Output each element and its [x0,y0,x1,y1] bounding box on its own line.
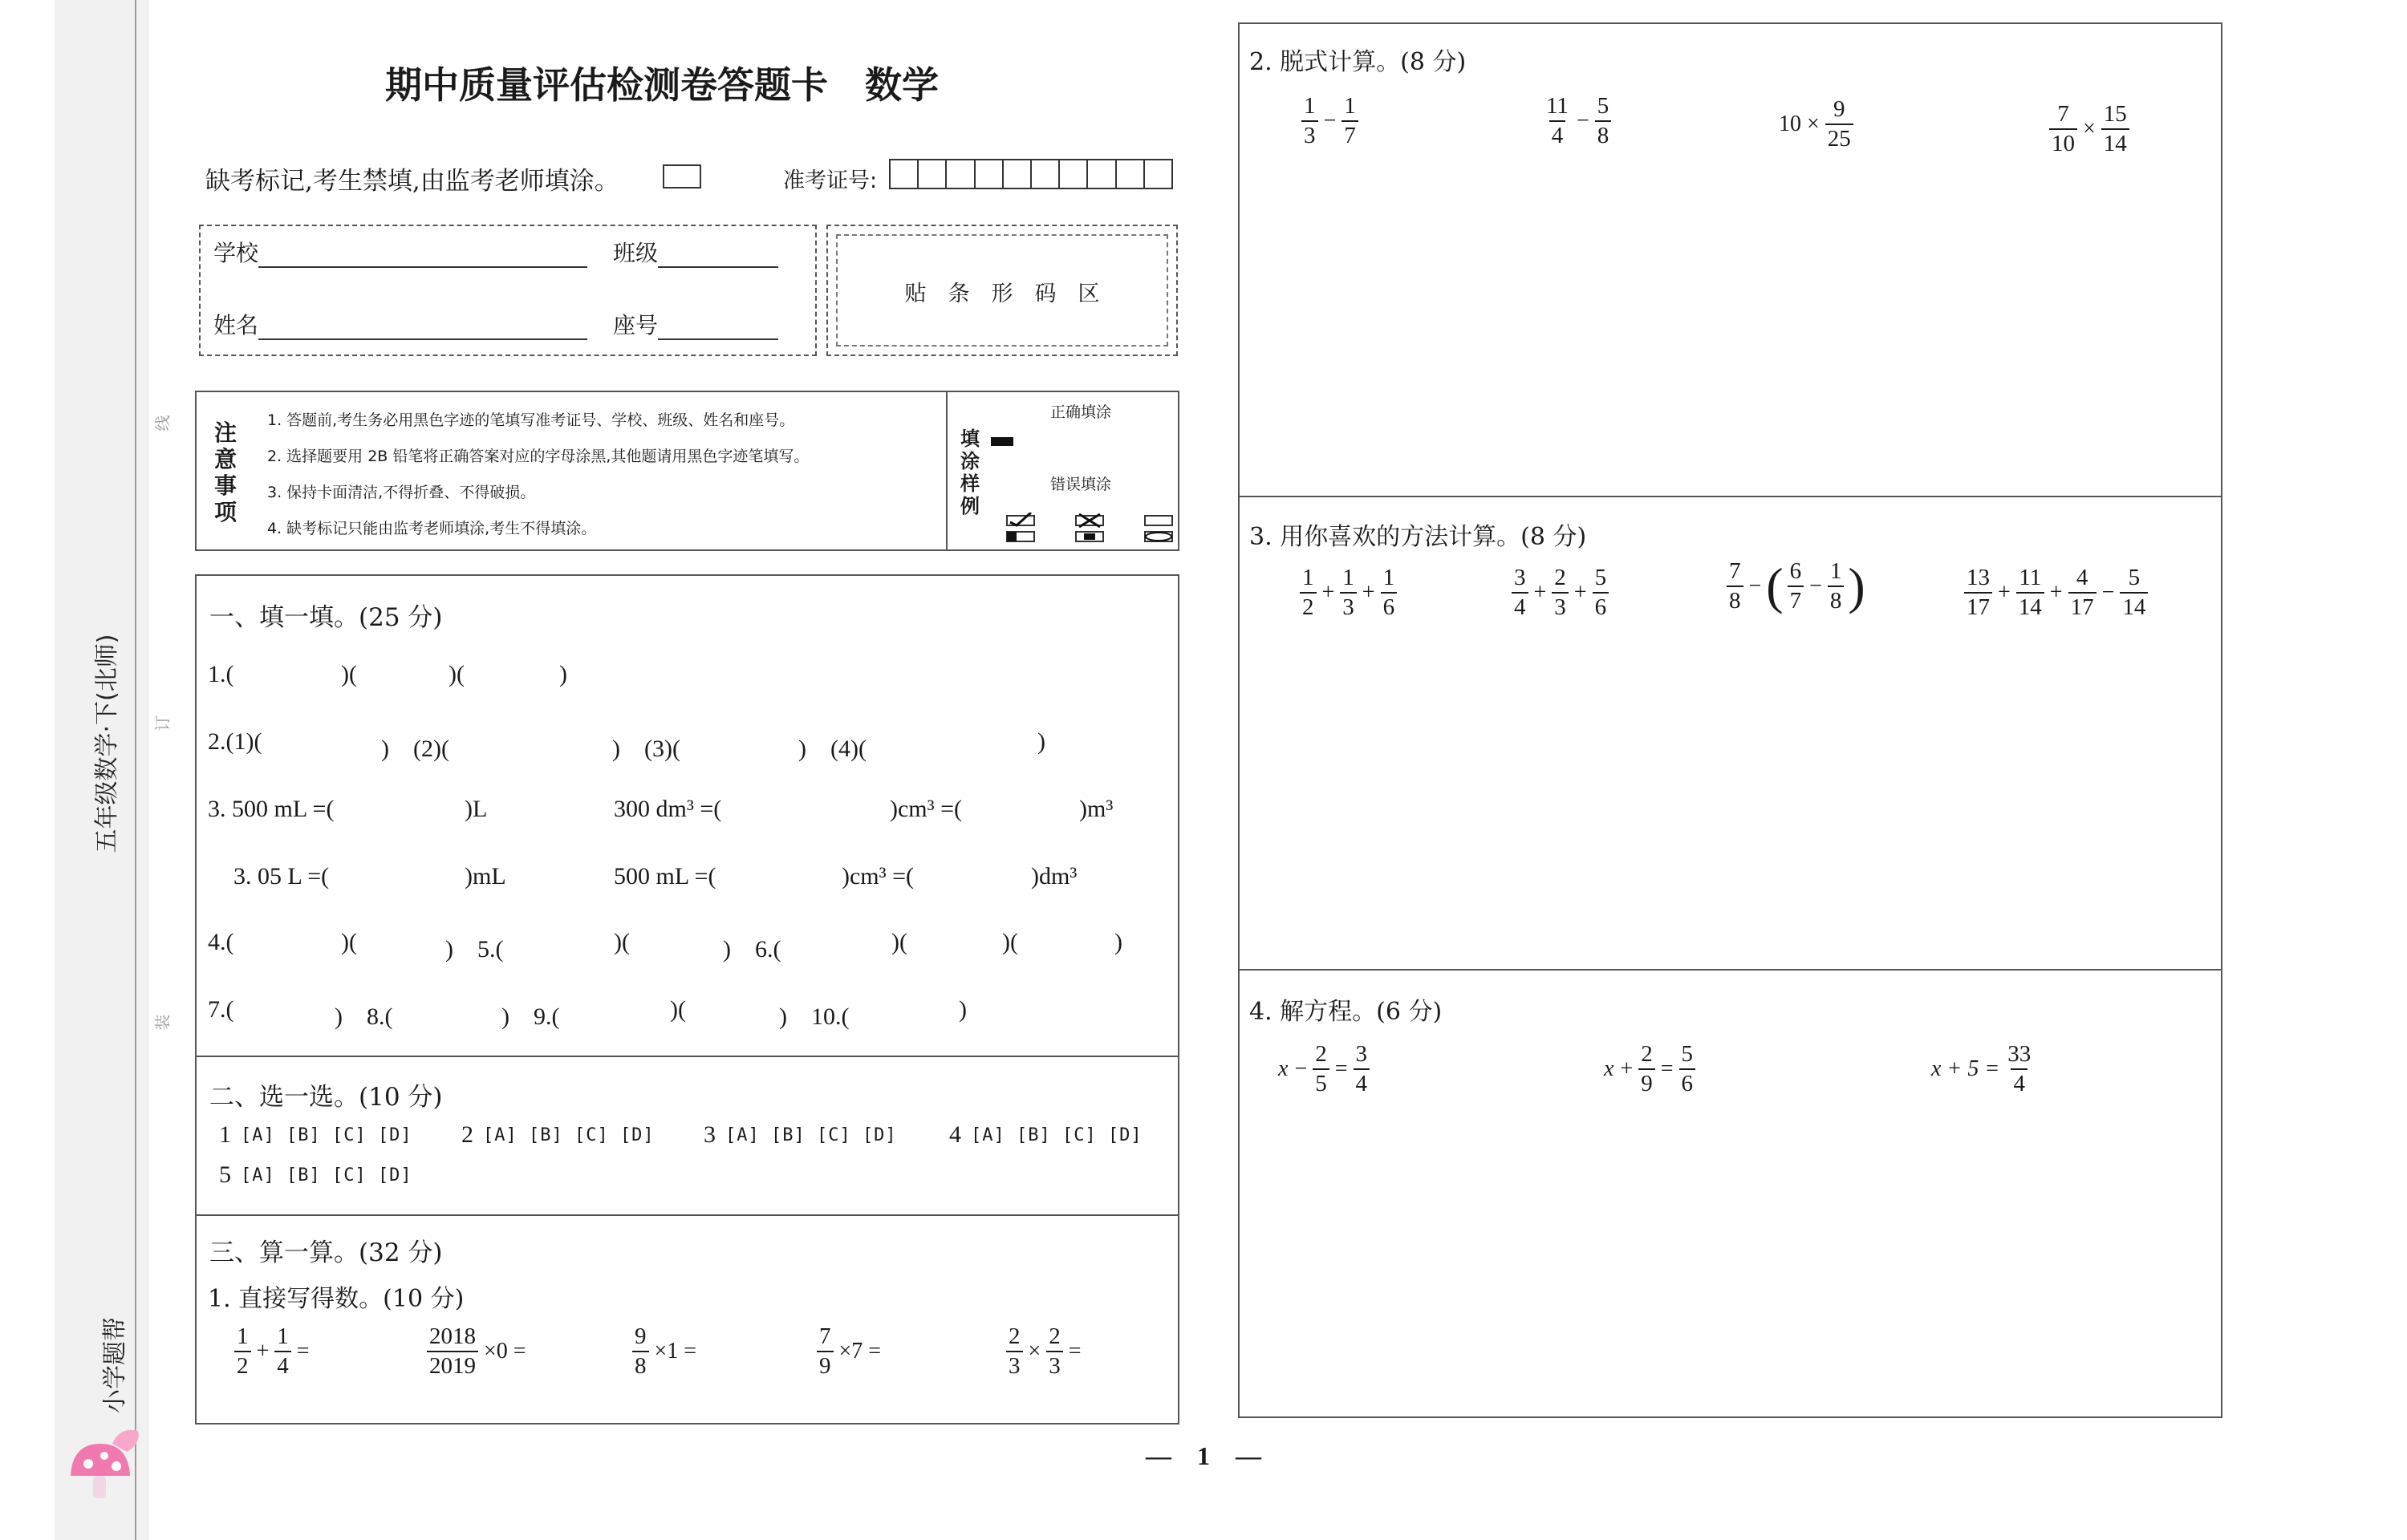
note-2: 2. 选择题要用 2B 铅笔将正确答案对应的字母涂黑,其他题请用黑色字迹笔填写。 [267,448,810,465]
page-title: 期中质量评估检测卷答题卡 数学 [385,63,939,107]
exam-id-label: 准考证号: [783,168,878,193]
s1-q5-d: )( [614,929,630,955]
s1-q6-b: ) 8.( [335,1003,393,1030]
page-number: — 1 — [1145,1441,1261,1470]
s1-q6-c: ) 9.( [501,1003,560,1030]
notes-box [195,391,1179,551]
section2-title: 二、选一选。(10 分) [209,1083,443,1112]
s1-q2-b: ) (2)( [381,736,449,762]
q2-expr-3: 10 × $\frac{9}{25}$ [1776,98,1856,151]
s1-q1-d: ) [559,661,567,687]
q4-expr-3: x + 5 = $\frac{33}{4}$ [1931,1041,2032,1096]
name-label: 姓名 [213,312,259,338]
s1-q2-c: ) (3)( [612,736,680,762]
choice-q2-num: 2 [461,1121,473,1148]
s1-q3-a: 3. 500 mL =( [208,796,335,822]
choice-q3[interactable] [704,1121,905,1149]
choice-q5-num: 5 [219,1161,231,1188]
notes-divider [946,392,948,549]
section1-title: 一、填一填。(25 分) [209,603,443,632]
exam-id-box[interactable] [1143,159,1173,189]
s1-q6-f: ) [959,996,967,1023]
notes-heading: 注意事项 [214,419,237,525]
s1-q3-b: )L [465,796,488,822]
calc-q4-title: 4. 解方程。(6 分) [1249,998,1443,1026]
exam-id-boxes [889,159,1173,189]
barcode-outer [826,225,1178,356]
seat-field[interactable] [658,314,778,340]
s1-q4-d: )cm³ =( [842,863,915,890]
s1-q2-e: ) [1037,728,1045,755]
s1-q5-h: ) [1114,929,1122,955]
s1-q4-c: 500 mL =( [614,863,716,890]
section-calc [195,1214,1179,1424]
choice-q2[interactable] [461,1121,663,1149]
s1-q4-b: )mL [465,863,506,890]
note-3: 3. 保持卡面清洁,不得折叠、不得破损。 [267,484,536,501]
choice-q5[interactable] [219,1161,420,1189]
section3-title: 三、算一算。(32 分) [209,1238,443,1267]
s1-q3-e: )m³ [1079,796,1114,822]
s1-q5-b: )( [341,929,357,955]
q3-expr-3: $\frac{7}{8}$ − ( $\frac{6}{7}$ − $\frac{1}{8}$ ) [1724,560,1867,613]
brand-name: 小学题帮 [101,1317,129,1413]
sample-heading: 填涂样例 [960,428,980,517]
seat-label: 座号 [613,312,659,338]
cut-mark-3: 装 [152,1014,173,1031]
s1-q5-c: ) 5.( [445,936,504,962]
class-field[interactable] [658,242,778,268]
exam-id-box[interactable] [1115,159,1145,189]
s1-q1-c: )( [449,661,465,687]
exam-id-box[interactable] [1002,159,1032,189]
s1-q1-b: )( [341,661,357,687]
student-info-box [199,225,817,356]
absent-note: 缺考标记,考生禁填,由监考老师填涂。 [205,167,619,196]
choice-q4[interactable] [949,1121,1151,1149]
name-field[interactable] [258,314,587,340]
calc-q4-box [1238,969,2222,1418]
choice-q2-options[interactable]: [A] [B] [C] [D] [483,1125,655,1145]
q1-expr-4: $\frac{7}{9}$ ×7 = [814,1325,884,1378]
choice-q1-options[interactable]: [A] [B] [C] [D] [241,1125,412,1145]
book-title: 五年级数学·下(北师) [93,634,121,853]
exam-id-box[interactable] [1030,159,1060,189]
s1-q5-f: )( [891,929,907,955]
q1-expr-5: $\frac{2}{3}$ × $\frac{2}{3}$ = [1004,1325,1085,1378]
q3-expr-2: $\frac{3}{4}$ + $\frac{2}{3}$ + $\frac{5}{6}$ [1509,566,1611,619]
s1-q3-d: )cm³ =( [890,796,963,822]
mushroom-logo-icon [64,1420,144,1508]
s1-q4-e: )dm³ [1031,863,1078,890]
s1-q2-a: 2.(1)( [208,728,262,755]
s1-q5-a: 4.( [208,929,234,955]
q2-expr-2: $\frac{11}{4}$ − $\frac{5}{8}$ [1541,95,1613,148]
correct-label: 正确填涂 [1050,403,1112,421]
exam-id-box[interactable] [945,159,975,189]
note-1: 1. 答题前,考生务必用黑色字迹的笔填写准考证号、学校、班级、姓名和座号。 [267,411,795,429]
q4-expr-1: x − $\frac{2}{5}$ = $\frac{3}{4}$ [1275,1043,1372,1096]
choice-q3-num: 3 [704,1121,716,1148]
class-label: 班级 [613,240,659,266]
exam-id-box[interactable] [1058,159,1088,189]
q1-expr-3: $\frac{9}{8}$ ×1 = [630,1325,700,1378]
s1-q5-e: ) 6.( [723,936,781,962]
barcode-area [836,234,1168,346]
s1-q1-a: 1.( [208,661,234,687]
q1-expr-2: $\frac{2018}{2019}$ ×0 = [424,1325,530,1378]
s1-q2-d: ) (4)( [798,736,867,762]
choice-q4-options[interactable]: [A] [B] [C] [D] [971,1125,1143,1145]
q2-expr-4: $\frac{7}{10}$ × $\frac{15}{14}$ [2047,103,2132,156]
s1-q5-g: )( [1002,929,1018,955]
note-4: 4. 缺考标记只能由监考老师填涂,考生不得填涂。 [267,520,597,537]
school-label: 学校 [213,240,259,266]
correct-sample-icon [991,437,1013,446]
wrong-label: 错误填涂 [1050,476,1112,493]
section-fill-in [195,574,1179,1057]
s1-q6-a: 7.( [208,996,234,1023]
exam-id-box[interactable] [889,159,919,189]
choice-q3-options[interactable]: [A] [B] [C] [D] [725,1125,897,1145]
calc-q1-title: 1. 直接写得数。(10 分) [208,1285,465,1313]
barcode-label: 贴 条 形 码 区 [904,282,1100,306]
choice-q5-options[interactable]: [A] [B] [C] [D] [241,1165,412,1185]
absent-mark-box[interactable] [663,164,701,188]
calc-q3-title: 3. 用你喜欢的方法计算。(8 分) [1249,523,1587,551]
q3-expr-4: $\frac{13}{17}$ + $\frac{11}{14}$ + $\frac{4}{17}$ − $\frac{5}{14}$ [1962,566,2150,619]
exam-id-box[interactable] [1086,159,1116,189]
choice-q1-num: 1 [219,1121,231,1148]
exam-id-box[interactable] [917,159,947,189]
q1-expr-1: $\frac{1}{2}$ + $\frac{1}{4}$ = [232,1325,313,1378]
s1-q3-c: 300 dm³ =( [614,796,722,822]
binding-line [135,0,136,1540]
q4-expr-2: x + $\frac{2}{9}$ = $\frac{5}{6}$ [1601,1043,1698,1096]
q2-expr-1: $\frac{1}{3}$ − $\frac{1}{7}$ [1299,95,1361,148]
calc-q3-box [1238,496,2222,971]
school-field[interactable] [258,242,587,268]
s1-q6-e: ) 10.( [779,1003,850,1030]
choice-q4-num: 4 [949,1121,961,1148]
wrong-samples-icon [1004,513,1196,545]
s1-q4-a: 3. 05 L =( [233,863,330,890]
q3-expr-1: $\frac{1}{2}$ + $\frac{1}{3}$ + $\frac{1}{6}$ [1297,566,1399,619]
calc-q2-box [1238,22,2222,497]
calc-q2-title: 2. 脱式计算。(8 分) [1249,48,1467,76]
exam-id-box[interactable] [974,159,1004,189]
section-choice [195,1056,1179,1216]
s1-q6-d: )( [670,996,686,1023]
cut-mark-2: 订 [152,715,173,732]
choice-q1[interactable] [219,1121,420,1149]
cut-mark-1: 线 [152,415,173,432]
